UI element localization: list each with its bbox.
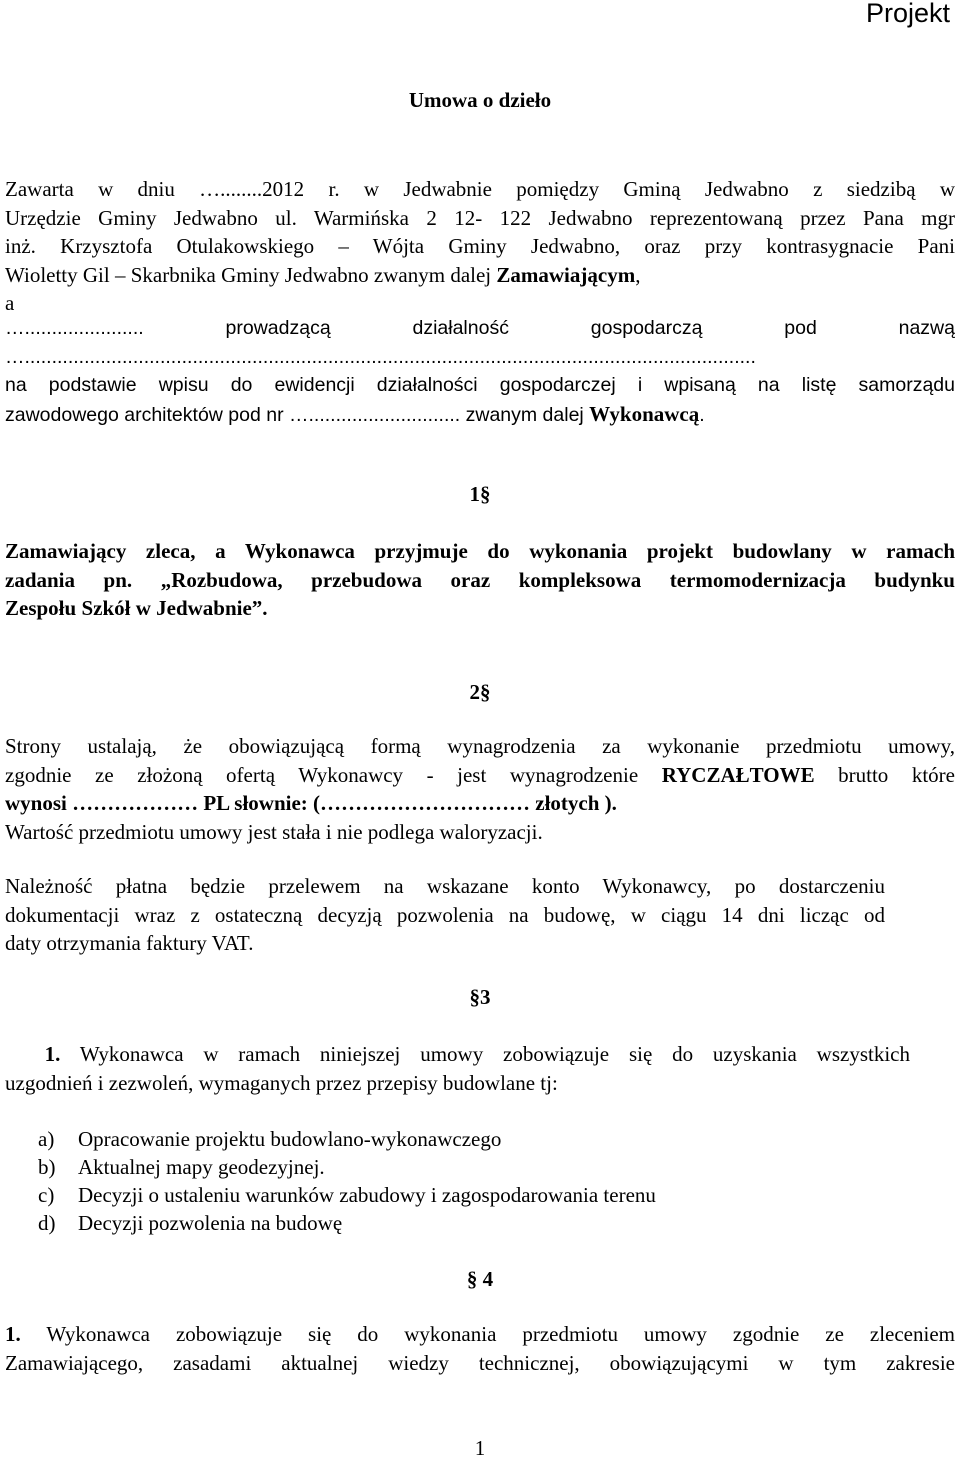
section-4-line-1 [5,1320,955,1349]
section-2-heading: 2§ [469,680,491,704]
remuneration-type: RYCZAŁTOWE [661,762,815,787]
intro-line-4 [5,261,955,290]
party-ordering: Zamawiającym [496,262,636,287]
section-2-line-1: Strony ustalają, że obowiązującą formą wynagrodzenia za wykonanie przedmiotu umowy, [5,734,955,758]
intro-line-3: inż. Krzysztofa Otulakowskiego – Wójta Gminy Jedwabno, oraz przy kontrasygnacie Pani [5,234,955,258]
contractor-line-4-punct: . [699,403,705,426]
list-marker: b) [38,1155,56,1179]
section-4-line-1-text: Wykonawca zobowiązuje się do wykonania przedmiotu umowy zgodnie ze zleceniem [20,1322,955,1346]
section-2-p2-line-2: dokumentacji wraz z ostateczną decyzją pozwolenia na budowę, w ciągu 14 dni licząc od [5,902,885,927]
list-item [38,1125,656,1153]
section-3-line-2: uzgodnień i zezwoleń, wymaganych przez przepisy budowlane tj: [5,1070,558,1095]
list-item-text: Decyzji o ustaleniu warunków zabudowy i zagospodarowania terenu [78,1183,656,1207]
contractor-line-3: na podstawie wpisu do ewidencji działalności gospodarczej i wpisaną na listę samorządu [5,374,955,396]
section-2-paragraph-1 [5,732,955,846]
list-item [38,1209,656,1237]
intro-line-4-text: Wioletty Gil – Skarbnika Gminy Jedwabno zwanym dalej [5,262,497,287]
section-1-paragraph [5,537,955,623]
section-2-paragraph-2 [5,872,885,958]
section-3-number: 1. [44,1042,61,1066]
section-3-line-1-text: Wykonawca w ramach niniejszej umowy zobowiązuje się do uzyskania wszystkich [60,1042,911,1066]
section-1-heading: 1§ [469,482,491,506]
intro-line-5: a [5,291,15,315]
intro-line-4-punct: , [635,262,641,287]
section-4-line-2: Zamawiającego, zasadami aktualnej wiedzy technicznej, obowiązującymi w tym zakresie [5,1350,955,1375]
section-2-p2-line-1: Należność płatna będzie przelewem na wskazane konto Wykonawcy, po dostarczeniu [5,874,885,898]
section-3-paragraph [5,1040,910,1097]
list-marker: d) [38,1211,56,1235]
document-title: Umowa o dzieło [408,88,552,112]
section-2-line-4: Wartość przedmiotu umowy jest stała i nie podlega waloryzacji. [5,819,543,844]
section-3-heading: §3 [469,985,491,1009]
section-2-line-2-text: zgodnie ze złożoną ofertą Wykonawcy - jest wynagrodzenie [5,762,662,787]
page-number: 1 [474,1436,486,1460]
contractor-line-4 [5,400,955,430]
section-1-line-2: zadania pn. „Rozbudowa, przebudowa oraz kompleksowa termomodernizacja budynku [5,567,955,592]
intro-paragraph [5,175,955,318]
list-item [38,1153,656,1181]
list-marker: a) [38,1127,55,1151]
project-label: Projekt [865,0,950,28]
contractor-paragraph [5,314,955,429]
contractor-line-1: …...................... prowadzącą działalność gospodarczą pod nazwą [5,317,955,339]
intro-line-1: Zawarta w dniu …........2012 r. w Jedwabnie pomiędzy Gminą Jedwabno z siedzibą w [5,177,955,201]
section-4-paragraph [5,1320,955,1377]
list-item-text: Decyzji pozwolenia na budowę [78,1211,343,1235]
section-4-number: 1. [5,1322,21,1346]
list-item-text: Opracowanie projektu budowlano-wykonawczego [78,1127,502,1151]
contractor-line-4-text: zawodowego architektów pod nr …............................ zwanym dalej [5,403,590,426]
section-2-line-2-end: brutto które [814,762,956,787]
section-1-line-3: Zespołu Szkół w Jedwabnie”. [5,596,268,620]
party-contractor: Wykonawcą [589,401,700,426]
contractor-line-2: …....................................................................................................................................... [5,345,756,368]
list-marker: c) [38,1183,55,1207]
requirements-list [38,1125,656,1237]
section-1-line-1: Zamawiający zleca, a Wykonawca przyjmuje do wykonania projekt budowlany w ramach [5,539,955,563]
section-2-line-2 [5,761,955,790]
section-2-line-3: wynosi ……………… PL słownie: (………………………… złotych ). [5,791,617,815]
section-2-p2-line-3: daty otrzymania faktury VAT. [5,931,254,955]
list-item [38,1181,656,1209]
list-item-text: Aktualnej mapy geodezyjnej. [78,1155,325,1179]
section-3-line-1 [5,1040,910,1069]
section-4-heading: § 4 [466,1267,494,1291]
intro-line-2: Urzędzie Gminy Jedwabno ul. Warmińska 2 12- 122 Jedwabno reprezentowaną przez Pana mgr [5,205,955,230]
